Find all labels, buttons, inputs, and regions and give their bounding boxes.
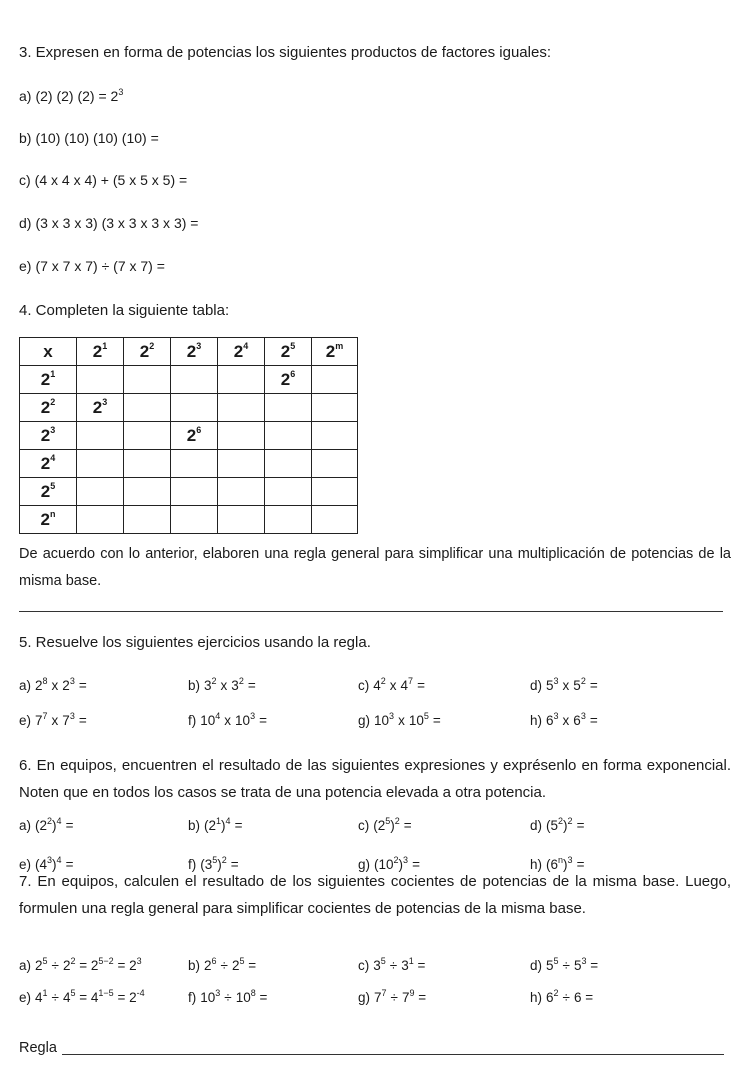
- inner-exponent: 2: [393, 855, 399, 865]
- item-expression: (2) (2) (2) = 2: [35, 88, 119, 104]
- table-row-header: [20, 506, 77, 534]
- divisor-exponent: 2: [70, 956, 76, 966]
- table-cell[interactable]: [265, 478, 312, 506]
- result-text: =: [255, 990, 268, 1005]
- equals-sign: =: [403, 818, 412, 833]
- table-cell[interactable]: [265, 506, 312, 534]
- item-exponent: 3: [118, 87, 124, 97]
- power-base: (6: [546, 857, 559, 872]
- row-base: 2: [40, 369, 51, 389]
- base-1: 6: [546, 713, 554, 728]
- table-cell[interactable]: [218, 506, 265, 534]
- col-base: 2: [139, 341, 150, 361]
- divisor-base: 10: [235, 990, 251, 1005]
- q5-exercise: [530, 713, 598, 728]
- exercise-label: b): [188, 818, 201, 833]
- col-exponent: 4: [243, 340, 249, 351]
- base-2: 10: [235, 713, 251, 728]
- table-cell[interactable]: [171, 450, 218, 478]
- exercise-label: f): [188, 857, 197, 872]
- equals-sign: =: [417, 678, 425, 693]
- divisor-exponent: 5: [239, 956, 245, 966]
- dividend-exponent: 7: [381, 988, 387, 998]
- col-exponent: 1: [102, 340, 108, 351]
- col-exponent: m: [335, 340, 344, 351]
- base-1: 4: [373, 678, 381, 693]
- item-label: b): [19, 130, 32, 146]
- table-cell[interactable]: [312, 394, 358, 422]
- q5-exercise: [19, 713, 87, 728]
- close-paren: ): [52, 857, 57, 872]
- result-text: = 4: [75, 990, 99, 1005]
- row-exponent: n: [49, 508, 56, 519]
- dividend-exponent: 3: [215, 988, 221, 998]
- table-row-header: [20, 366, 77, 394]
- result-exponent: 5−2: [98, 956, 114, 966]
- close-paren: ): [563, 857, 568, 872]
- divide-sign: ÷: [51, 958, 59, 973]
- table-row-header: [20, 394, 77, 422]
- col-exponent: 5: [290, 340, 296, 351]
- table-row-header: [20, 450, 77, 478]
- table-cell[interactable]: [312, 478, 358, 506]
- table-col-header: [77, 338, 124, 366]
- divide-sign: ÷: [51, 990, 59, 1005]
- exercise-label: g): [358, 713, 371, 728]
- power-base: (2: [373, 818, 386, 833]
- divisor-exponent: 9: [409, 988, 415, 998]
- table-cell[interactable]: [77, 506, 124, 534]
- outer-exponent: 3: [567, 855, 573, 865]
- equals-sign: =: [432, 713, 441, 728]
- row-base: 2: [40, 425, 51, 445]
- outer-exponent: 3: [403, 855, 409, 865]
- exponent-2: 2: [238, 676, 244, 686]
- q6-exercise: [358, 818, 412, 833]
- table-cell[interactable]: [77, 394, 124, 422]
- q5-exercise: [530, 678, 598, 693]
- table-corner: [20, 338, 77, 366]
- outer-exponent: 2: [567, 816, 573, 826]
- table-row: [20, 506, 358, 534]
- exercise-label: a): [19, 818, 32, 833]
- equals-sign: =: [589, 713, 598, 728]
- answer-line-q4[interactable]: [19, 611, 723, 612]
- table-cell[interactable]: [218, 422, 265, 450]
- q6-exercise: [530, 818, 584, 833]
- col-base: 2: [280, 341, 291, 361]
- base-2: 7: [62, 713, 70, 728]
- col-exponent: 2: [149, 340, 155, 351]
- divide-sign: ÷: [224, 990, 232, 1005]
- cell-exponent: 3: [102, 396, 108, 407]
- equals-sign: =: [78, 678, 87, 693]
- table-cell[interactable]: [171, 478, 218, 506]
- exercise-label: g): [358, 857, 371, 872]
- dividend-exponent: 6: [211, 956, 217, 966]
- power-base: (5: [546, 818, 559, 833]
- base-1: 3: [204, 678, 212, 693]
- table-cell[interactable]: [77, 422, 124, 450]
- dividend-base: 2: [35, 958, 43, 973]
- exponent-2: 5: [423, 711, 429, 721]
- divisor-base: 4: [62, 990, 71, 1005]
- exponent-2: 3: [69, 676, 75, 686]
- q5-exercise: [358, 678, 425, 693]
- table-cell[interactable]: [265, 450, 312, 478]
- divisor-exponent: 5: [70, 988, 76, 998]
- table-col-header: [265, 338, 312, 366]
- item-label: c): [19, 172, 31, 188]
- base-2: 5: [573, 678, 581, 693]
- rule-label: Regla: [19, 1040, 57, 1056]
- table-cell[interactable]: [77, 366, 124, 394]
- table-col-header: [171, 338, 218, 366]
- operator: x: [220, 678, 228, 693]
- col-base: 2: [92, 341, 103, 361]
- q7-exercise: [530, 958, 598, 973]
- equals-sign: =: [576, 818, 585, 833]
- inner-exponent: 1: [216, 816, 222, 826]
- q3-item: [19, 130, 159, 146]
- equals-sign: =: [78, 713, 87, 728]
- base-2: 10: [408, 713, 424, 728]
- exercise-label: f): [188, 990, 197, 1005]
- q6-exercise: [19, 818, 73, 833]
- exponent-2: 3: [250, 711, 256, 721]
- exponent-1: 2: [380, 676, 386, 686]
- power-base: (4: [35, 857, 48, 872]
- q7-heading: 7. En equipos, calculen el resultado de los siguientes cocientes de potencias de la misma base. Luego, formulen una regla general para simplificar cocientes de potencias de la misma base.: [19, 873, 731, 917]
- table-cell[interactable]: [124, 506, 171, 534]
- exercise-label: b): [188, 958, 201, 973]
- exercise-label: e): [19, 713, 32, 728]
- table-cell[interactable]: [124, 366, 171, 394]
- operator: x: [51, 678, 59, 693]
- item-expression: (7 x 7 x 7) ÷ (7 x 7) =: [35, 258, 165, 274]
- item-label: d): [19, 215, 32, 231]
- table-cell[interactable]: [218, 478, 265, 506]
- base-2: 6: [573, 713, 581, 728]
- table-cell[interactable]: [77, 478, 124, 506]
- table-col-header: [218, 338, 265, 366]
- q3-heading: 3. Expresen en forma de potencias los siguientes productos de factores iguales:: [19, 44, 551, 61]
- table-cell[interactable]: [312, 422, 358, 450]
- q6-heading: 6. En equipos, encuentren el resultado de las siguientes expresiones y exprésenlo en forma exponencial. Noten que en todos los casos se trata de una potencia elevada a otra potencia.: [19, 757, 731, 801]
- exercise-label: e): [19, 857, 32, 872]
- table-cell[interactable]: [124, 394, 171, 422]
- exponent-2: 7: [408, 676, 414, 686]
- row-exponent: 2: [50, 396, 56, 407]
- table-cell[interactable]: [171, 366, 218, 394]
- inner-exponent: 5: [212, 855, 218, 865]
- row-exponent: 5: [50, 480, 56, 491]
- exponent-1: 3: [553, 676, 559, 686]
- divisor-exponent: 3: [581, 956, 587, 966]
- base-2: 3: [231, 678, 239, 693]
- exponent-2: 3: [580, 711, 586, 721]
- row-exponent: 4: [50, 452, 56, 463]
- table-header-row: [20, 338, 358, 366]
- dividend-exponent: 5: [42, 956, 48, 966]
- dividend-base: 5: [546, 958, 554, 973]
- divisor-base: 2: [231, 958, 240, 973]
- close-paren: ): [52, 818, 57, 833]
- power-base: (3: [200, 857, 213, 872]
- exercise-label: a): [19, 678, 32, 693]
- table-cell[interactable]: [312, 506, 358, 534]
- equals-sign: =: [234, 818, 243, 833]
- table-cell[interactable]: [218, 394, 265, 422]
- table-cell[interactable]: [171, 506, 218, 534]
- dividend-exponent: 5: [380, 956, 386, 966]
- item-expression: (10) (10) (10) (10) =: [35, 130, 159, 146]
- divisor-exponent: 1: [408, 956, 414, 966]
- table-row: [20, 394, 358, 422]
- close-paren: ): [221, 818, 226, 833]
- q5-exercise: [358, 713, 441, 728]
- exercise-label: e): [19, 990, 32, 1005]
- base-1: 2: [35, 678, 43, 693]
- equals-sign: =: [65, 818, 74, 833]
- operator: x: [398, 713, 405, 728]
- row-base: 2: [40, 453, 51, 473]
- q5-heading: 5. Resuelve los siguientes ejercicios usando la regla.: [19, 634, 371, 651]
- exercise-label: g): [358, 990, 371, 1005]
- divisor-base: 7: [401, 990, 410, 1005]
- q3-item: [19, 172, 187, 188]
- item-label: e): [19, 258, 32, 274]
- table-row-header: [20, 478, 77, 506]
- table-cell[interactable]: [265, 422, 312, 450]
- table-cell[interactable]: [124, 422, 171, 450]
- equals-sign: =: [230, 857, 239, 872]
- operator: x: [51, 713, 59, 728]
- table-cell[interactable]: [124, 450, 171, 478]
- table-cell[interactable]: [171, 422, 218, 450]
- col-base: 2: [186, 341, 197, 361]
- equals-sign: =: [247, 678, 256, 693]
- result-text: =: [581, 990, 594, 1005]
- table-cell[interactable]: [312, 450, 358, 478]
- close-paren: ): [217, 857, 222, 872]
- row-base: 2: [40, 397, 51, 417]
- table-row: [20, 450, 358, 478]
- exercise-label: h): [530, 713, 543, 728]
- dividend-exponent: 1: [42, 988, 48, 998]
- table-cell[interactable]: [218, 450, 265, 478]
- q7-exercise: [19, 990, 145, 1005]
- cell-exponent: 6: [196, 424, 202, 435]
- dividend-base: 2: [204, 958, 212, 973]
- exercise-label: d): [530, 958, 543, 973]
- dividend-base: 10: [200, 990, 216, 1005]
- base-1: 10: [200, 713, 216, 728]
- result-text: =: [586, 958, 599, 973]
- q4-rule-text: De acuerdo con lo anterior, elaboren una regla general para simplificar una multiplicación de potencias de la misma base.: [19, 546, 731, 589]
- divide-sign: ÷: [389, 958, 398, 973]
- exponent-1: 4: [215, 711, 221, 721]
- exponent-1: 8: [42, 676, 48, 686]
- inner-exponent: 5: [385, 816, 391, 826]
- operator: x: [224, 713, 232, 728]
- q7-exercise: [188, 958, 256, 973]
- exponent-2: 2: [580, 676, 586, 686]
- q7-exercise: [358, 990, 426, 1005]
- q7-exercise: [19, 958, 142, 973]
- exponent-1: 3: [389, 711, 395, 721]
- table-row: [20, 366, 358, 394]
- divide-sign: ÷: [562, 990, 570, 1005]
- exercise-label: d): [530, 678, 543, 693]
- divisor-exponent: 8: [250, 988, 256, 998]
- row-base: 2: [40, 509, 50, 529]
- item-label: a): [19, 88, 32, 104]
- dividend-exponent: 2: [553, 988, 559, 998]
- table-cell[interactable]: [265, 394, 312, 422]
- table-cell[interactable]: [265, 366, 312, 394]
- power-base: (2: [204, 818, 217, 833]
- divisor-base: 6: [573, 990, 582, 1005]
- row-exponent: 1: [50, 368, 56, 379]
- exponent-1: 7: [42, 711, 48, 721]
- inner-exponent: n: [558, 855, 564, 865]
- exercise-label: d): [530, 818, 543, 833]
- close-paren: ): [563, 818, 568, 833]
- operator: x: [562, 713, 570, 728]
- result-text: =: [414, 990, 427, 1005]
- result-text: =: [244, 958, 257, 973]
- outer-exponent: 2: [394, 816, 400, 826]
- outer-exponent: 4: [56, 816, 62, 826]
- power-base: (2: [35, 818, 48, 833]
- cell-base: 2: [280, 369, 291, 389]
- outer-exponent: 4: [56, 855, 62, 865]
- q3-item: [19, 258, 165, 274]
- q5-exercise: [188, 713, 267, 728]
- q3-item: [19, 215, 198, 231]
- result-exponent: 1−5: [98, 988, 114, 998]
- result-text: =: [413, 958, 426, 973]
- dividend-base: 7: [374, 990, 382, 1005]
- cell-base: 2: [186, 425, 197, 445]
- base-2: 2: [62, 678, 70, 693]
- table-col-header: [124, 338, 171, 366]
- exercise-label: h): [530, 990, 543, 1005]
- q7-exercise: [188, 990, 267, 1005]
- col-exponent: 3: [196, 340, 202, 351]
- result-text-2: = 2: [113, 958, 137, 973]
- table-cell[interactable]: [312, 366, 358, 394]
- cell-exponent: 6: [290, 368, 296, 379]
- result-text-2: = 2: [113, 990, 137, 1005]
- cell-base: 2: [92, 397, 103, 417]
- dividend-exponent: 5: [553, 956, 559, 966]
- powers-table: [19, 337, 358, 534]
- table-row: [20, 422, 358, 450]
- item-expression: (3 x 3 x 3) (3 x 3 x 3 x 3) =: [35, 215, 199, 231]
- result-text: = 2: [75, 958, 99, 973]
- divisor-base: 2: [62, 958, 71, 973]
- divide-sign: ÷: [562, 958, 570, 973]
- dividend-base: 6: [546, 990, 554, 1005]
- col-base: 2: [233, 341, 244, 361]
- exercise-label: f): [188, 713, 197, 728]
- dividend-base: 3: [373, 958, 381, 973]
- exponent-1: 3: [553, 711, 559, 721]
- q5-exercise: [19, 678, 87, 693]
- row-exponent: 3: [50, 424, 56, 435]
- table-cell[interactable]: [171, 394, 218, 422]
- q5-exercise: [188, 678, 256, 693]
- equals-sign: =: [259, 713, 267, 728]
- divide-sign: ÷: [390, 990, 398, 1005]
- item-expression: (4 x 4 x 4) + (5 x 5 x 5) =: [34, 172, 188, 188]
- equals-sign: =: [412, 857, 420, 872]
- exponent-2: 3: [69, 711, 75, 721]
- outer-exponent: 2: [221, 855, 227, 865]
- equals-sign: =: [65, 857, 74, 872]
- exercise-label: c): [358, 818, 370, 833]
- base-1: 10: [374, 713, 390, 728]
- operator: x: [562, 678, 570, 693]
- table-cell[interactable]: [77, 450, 124, 478]
- exercise-label: h): [530, 857, 543, 872]
- equals-sign: =: [576, 857, 585, 872]
- col-base: 2: [325, 341, 336, 361]
- equals-sign: =: [589, 678, 598, 693]
- q3-item: [19, 88, 123, 104]
- exercise-label: c): [358, 678, 370, 693]
- table-cell[interactable]: [124, 478, 171, 506]
- divide-sign: ÷: [220, 958, 228, 973]
- close-paren: ): [398, 857, 404, 872]
- exercise-label: b): [188, 678, 201, 693]
- dividend-base: 4: [35, 990, 43, 1005]
- outer-exponent: 4: [225, 816, 231, 826]
- q7-exercise: [358, 958, 425, 973]
- operator: x: [389, 678, 397, 693]
- q7-exercise: [530, 990, 593, 1005]
- table-row-header: [20, 422, 77, 450]
- inner-exponent: 3: [47, 855, 53, 865]
- divisor-base: 3: [401, 958, 409, 973]
- q6-exercise: [188, 818, 242, 833]
- rule-answer-line[interactable]: [62, 1054, 724, 1055]
- power-base: (10: [374, 857, 394, 872]
- result-exponent-2: 3: [136, 956, 142, 966]
- base-1: 7: [35, 713, 43, 728]
- divisor-base: 5: [573, 958, 582, 973]
- exercise-label: c): [358, 958, 370, 973]
- exponent-1: 2: [211, 676, 217, 686]
- base-1: 5: [546, 678, 554, 693]
- q4-heading: 4. Completen la siguiente tabla:: [19, 302, 230, 319]
- close-paren: ): [390, 818, 395, 833]
- corner-label: x: [43, 341, 53, 361]
- table-row: [20, 478, 358, 506]
- base-2: 4: [400, 678, 409, 693]
- exercise-label: a): [19, 958, 32, 973]
- result-exponent-2: -4: [136, 988, 145, 998]
- row-base: 2: [40, 481, 51, 501]
- inner-exponent: 2: [558, 816, 564, 826]
- table-col-header: [312, 338, 358, 366]
- table-cell[interactable]: [218, 366, 265, 394]
- inner-exponent: 2: [47, 816, 53, 826]
